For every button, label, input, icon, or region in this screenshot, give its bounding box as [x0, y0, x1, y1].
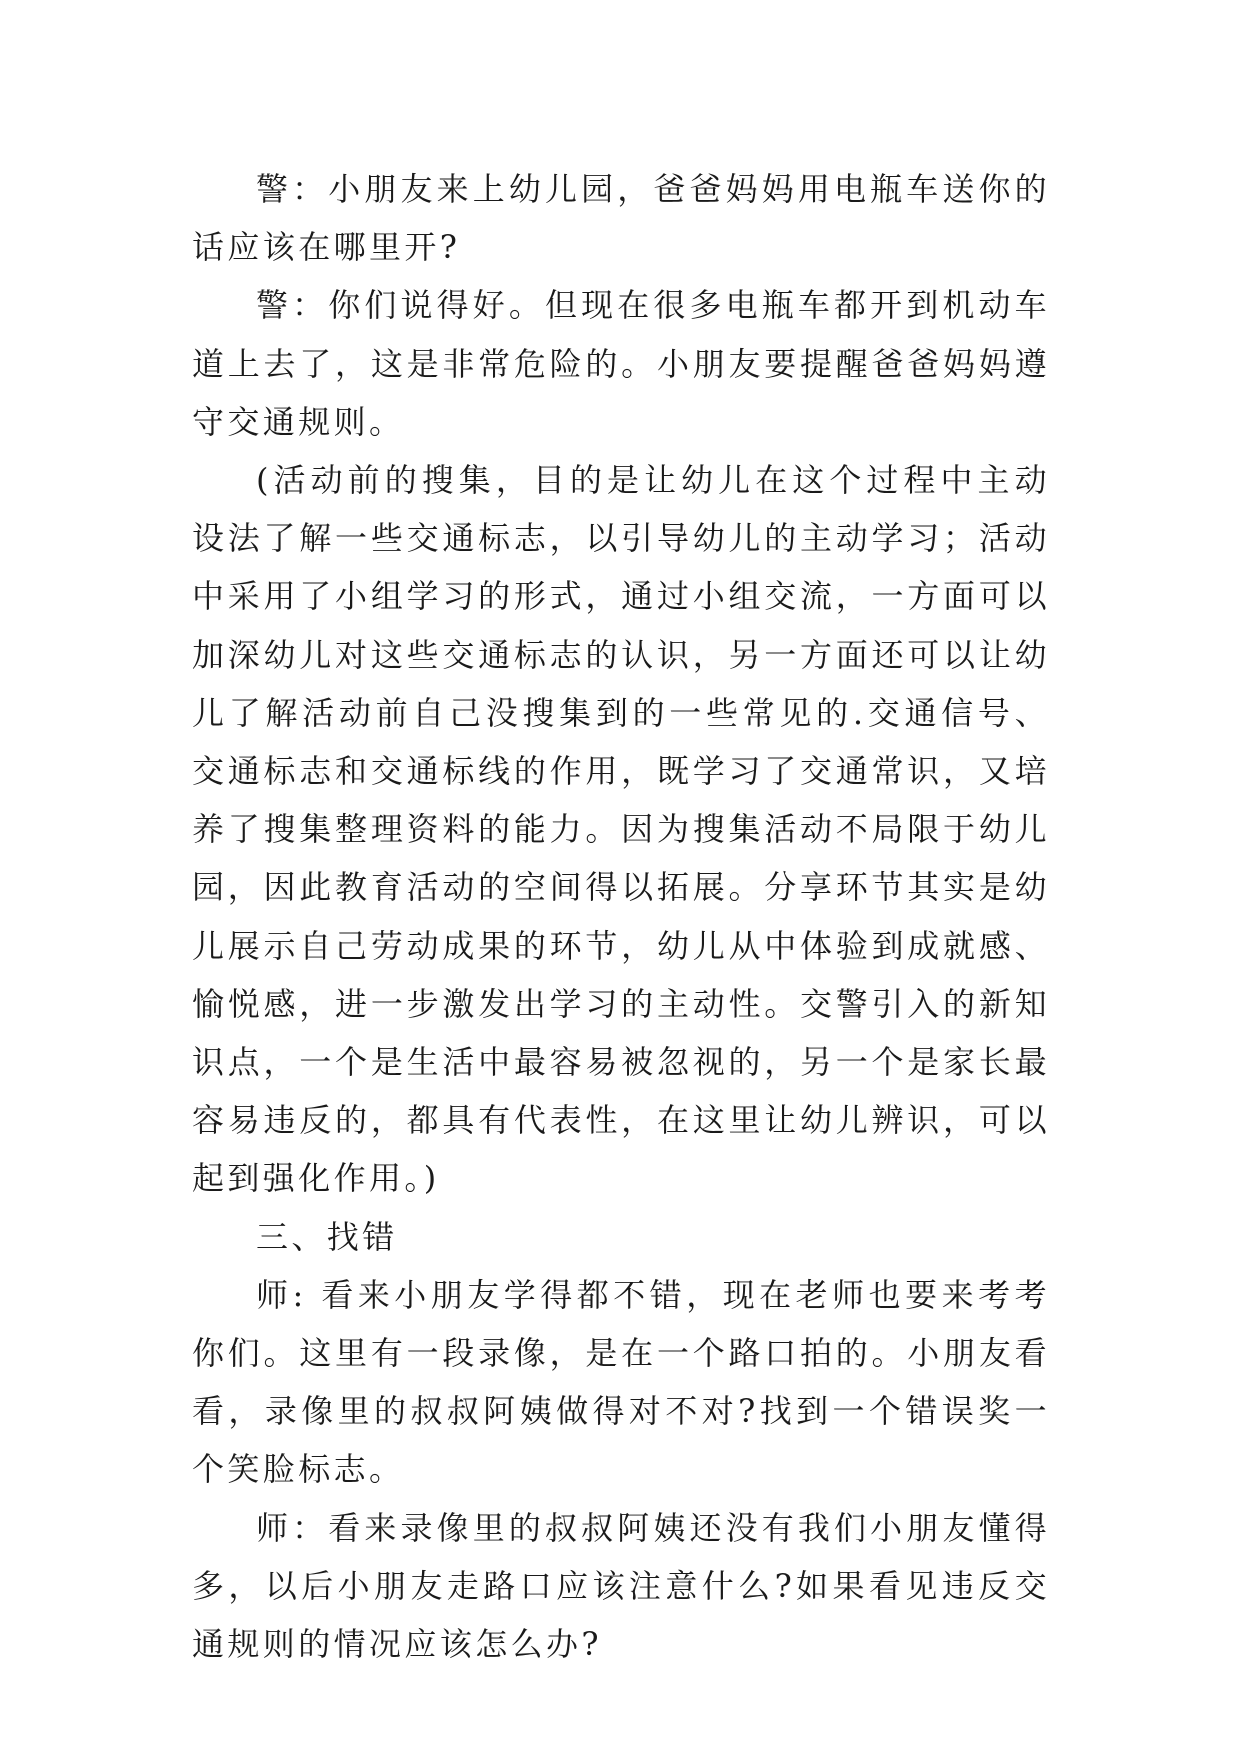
document-body: [192, 160, 1050, 1673]
paragraph-teacher-video: 师: 看来小朋友学得都不错，现在老师也要来考考你们。这里有一段录像，是在一个路口拍的。小朋友看看，录像里的叔叔阿姨做得对不对?找到一个错误奖一个笑脸标志。: [192, 1275, 1050, 1489]
paragraph-activity-commentary: (活动前的搜集，目的是让幼儿在这个过程中主动设法了解一些交通标志，以引导幼儿的主动学习；活动中采用了小组学习的形式，通过小组交流，一方面可以加深幼儿对这些交通标志的认识，另一方面还可以让幼儿了解活动前自己没搜集到的一些常见的.交通信号、交通标志和交通标线的作用，既学习了交通常识，又培养了搜集整理资料的能力。因为搜集活动不局限于幼儿园，因此教育活动的空间得以拓展。分享环节其实是幼儿展示自己劳动成果的环节，幼儿从中体验到成就感、愉悦感，进一步激发出学习的主动性。交警引入的新知识点，一个是生活中最容易被忽视的，另一个是家长最容易违反的，都具有代表性，在这里让幼儿辨识，可以起到强化作用。): [192, 461, 1050, 1198]
section-heading-find-errors: 三、找错: [256, 1217, 398, 1256]
paragraph-teacher-question: 师：看来录像里的叔叔阿姨还没有我们小朋友懂得多，以后小朋友走路口应该注意什么?如果看见违反交通规则的情况应该怎么办?: [192, 1508, 1050, 1664]
paragraph-traffic-police-question: 警：小朋友来上幼儿园，爸爸妈妈用电瓶车送你的话应该在哪里开?: [192, 170, 1050, 267]
paragraph-traffic-police-reminder: 警：你们说得好。但现在很多电瓶车都开到机动车道上去了，这是非常危险的。小朋友要提醒爸爸妈妈遵守交通规则。: [192, 286, 1050, 441]
